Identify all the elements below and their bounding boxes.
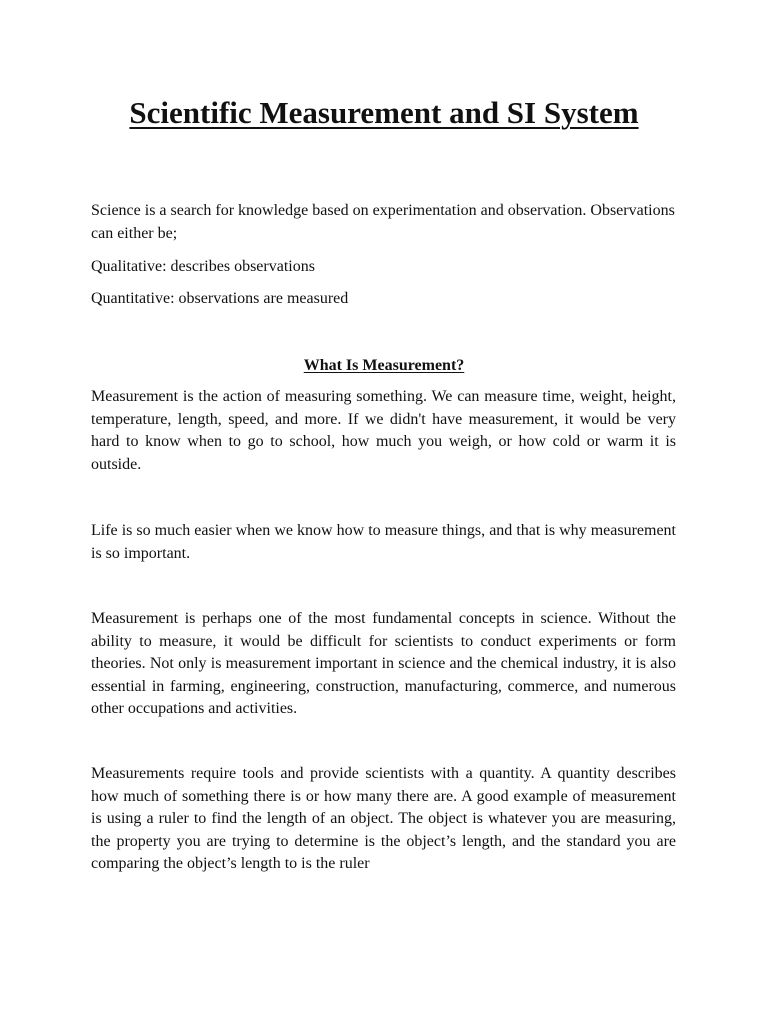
body-paragraph-3: Measurement is perhaps one of the most fundamental concepts in science. Without the ability to measure, it would be difficult for scientists to conduct experiments or form theories. Not only is measurement important in science and the chemical industry, it is also essential in farming, engineering, construction, manufacturing, commerce, and numerous other occupations and activities.	[91, 610, 676, 717]
body-paragraph-4: Measurements require tools and provide scientists with a quantity. A quantity describes how much of something there is or how many there are. A good example of measurement is using a ruler to find the length of an object. The object is whatever you are measuring, the property you are trying to determine is the object’s length, and the standard you are comparing the object’s length to is the ruler	[91, 765, 676, 872]
qualitative-line: Qualitative: describes observations	[91, 258, 315, 275]
page-title: Scientific Measurement and SI System	[129, 95, 639, 130]
quantitative-line: Quantitative: observations are measured	[91, 290, 349, 307]
body-paragraph-2: Life is so much easier when we know how to measure things, and that is why measurement is so important.	[91, 522, 676, 562]
intro-paragraph: Science is a search for knowledge based on experimentation and observation. Observations can either be;	[91, 202, 675, 242]
body-paragraph-1: Measurement is the action of measuring something. We can measure time, weight, height, temperature, length, speed, and more. If we didn't have measurement, it would be very hard to know when to go to school, how much you weigh, or how cold or warm it is outside.	[91, 388, 676, 473]
section-heading: What Is Measurement?	[303, 357, 465, 374]
